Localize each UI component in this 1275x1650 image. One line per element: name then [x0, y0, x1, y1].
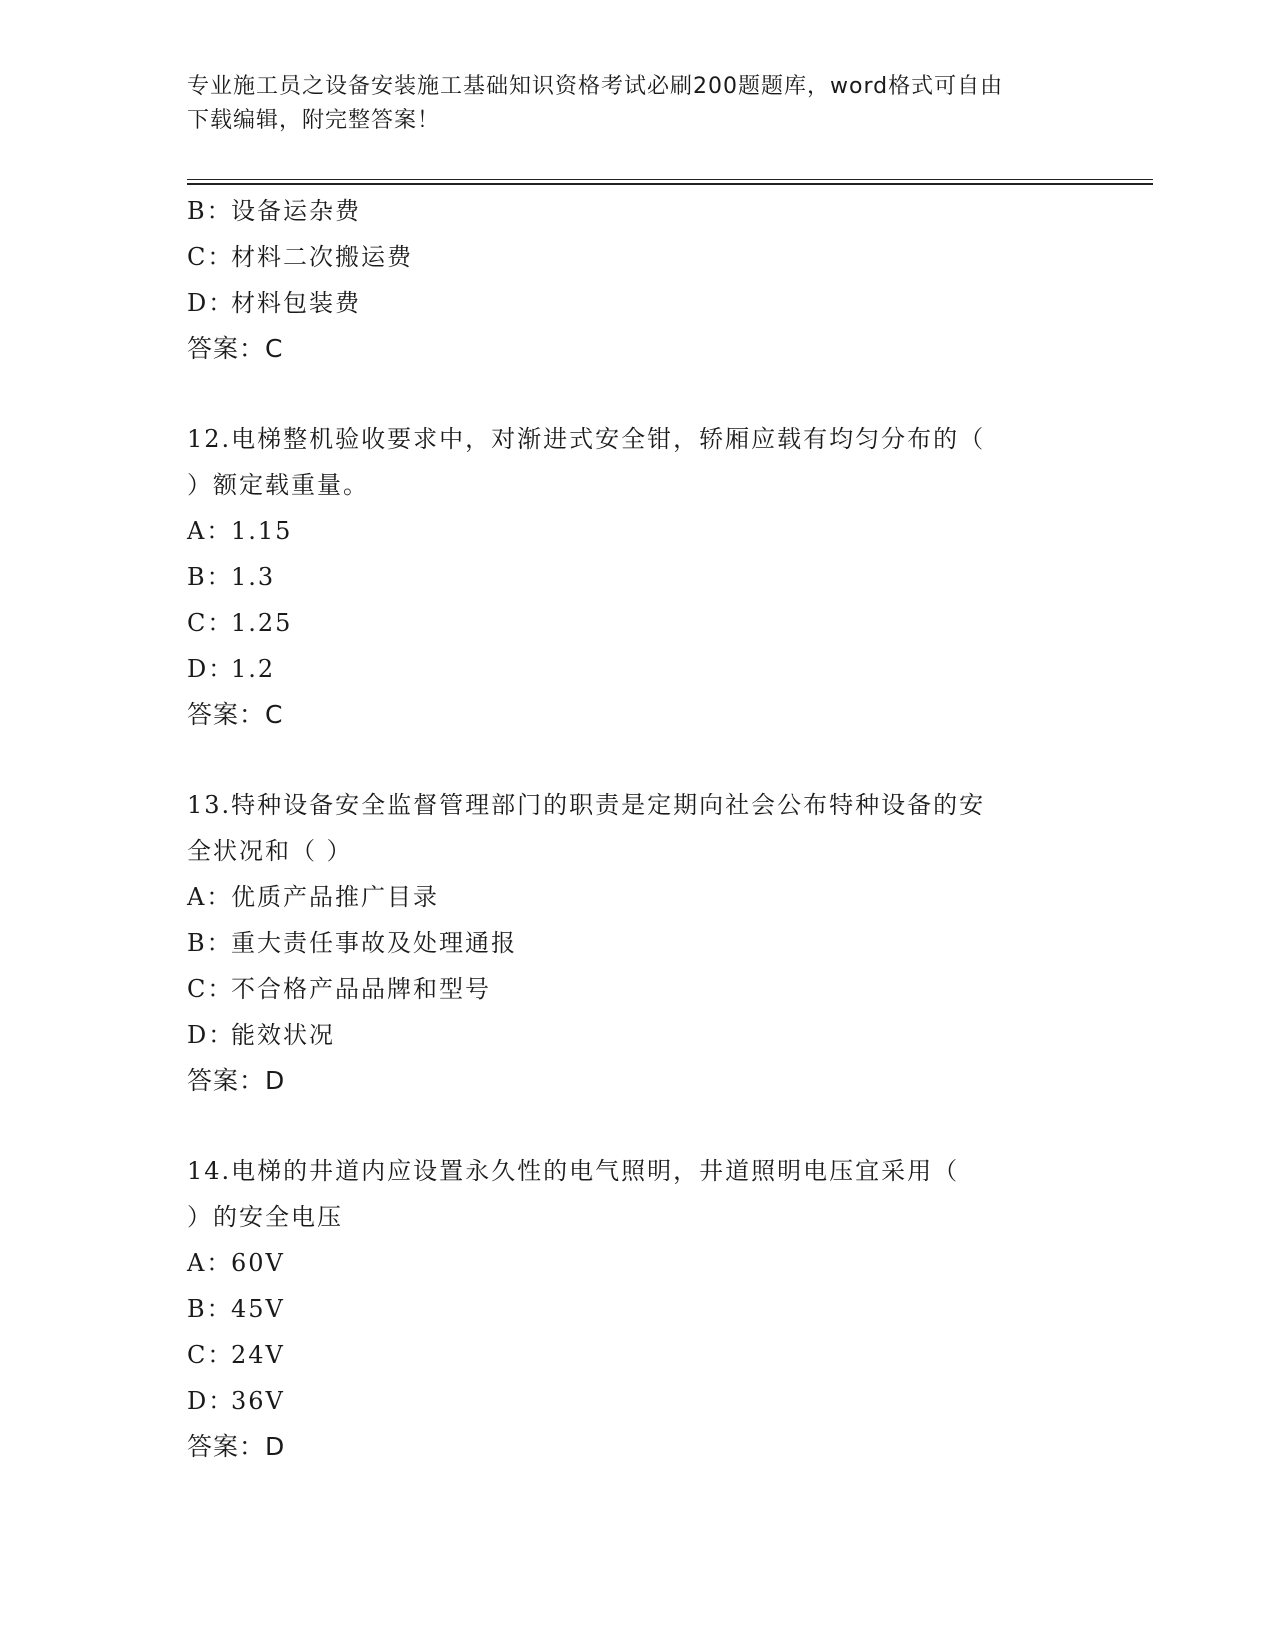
option-d: D：能效状况: [187, 1021, 335, 1049]
option-d: D：1.2: [187, 655, 276, 683]
header-line-2: 下载编辑，附完整答案！: [187, 108, 441, 133]
question-stem: 14.电梯的井道内应设置永久性的电气照明，井道照明电压宜采用（: [187, 1157, 960, 1185]
question-stem-continued: ）额定载重量。: [187, 471, 369, 499]
question-stem: 13.特种设备安全监督管理部门的职责是定期向社会公布特种设备的安: [187, 791, 986, 819]
prev-question-block: [187, 188, 1087, 372]
option-c: C：材料二次搬运费: [187, 243, 413, 271]
option-c: C：不合格产品品牌和型号: [187, 975, 491, 1003]
header-divider-thin: [187, 179, 1153, 180]
option-b: B：1.3: [187, 563, 276, 591]
header-line-1: 专业施工员之设备安装施工基础知识资格考试必刷200题题库，word格式可自由: [187, 74, 1004, 99]
option-b: B：重大责任事故及处理通报: [187, 929, 517, 957]
question-13-block: [187, 782, 1087, 1104]
question-stem-continued: ）的安全电压: [187, 1203, 343, 1231]
answer-line: 答案：D: [187, 1066, 286, 1095]
answer-line: 答案：C: [187, 700, 284, 729]
option-a: A：60V: [187, 1249, 285, 1277]
question-stem-continued: 全状况和（ ）: [187, 837, 353, 865]
option-a: A：1.15: [187, 517, 293, 545]
question-list: [187, 188, 1087, 1470]
option-d: D：36V: [187, 1387, 285, 1415]
option-d: D：材料包装费: [187, 289, 361, 317]
option-b: B：45V: [187, 1295, 285, 1323]
header-divider-thick: [187, 183, 1153, 185]
question-14-block: [187, 1148, 1087, 1470]
option-c: C：1.25: [187, 609, 293, 637]
answer-line: 答案：D: [187, 1432, 286, 1461]
option-b: B：设备运杂费: [187, 197, 361, 225]
option-c: C：24V: [187, 1341, 285, 1369]
option-a: A：优质产品推广目录: [187, 883, 439, 911]
question-12-block: [187, 416, 1087, 738]
question-stem: 12.电梯整机验收要求中，对渐进式安全钳，轿厢应载有均匀分布的（: [187, 425, 986, 453]
answer-line: 答案：C: [187, 334, 284, 363]
document-header: [187, 70, 1067, 138]
